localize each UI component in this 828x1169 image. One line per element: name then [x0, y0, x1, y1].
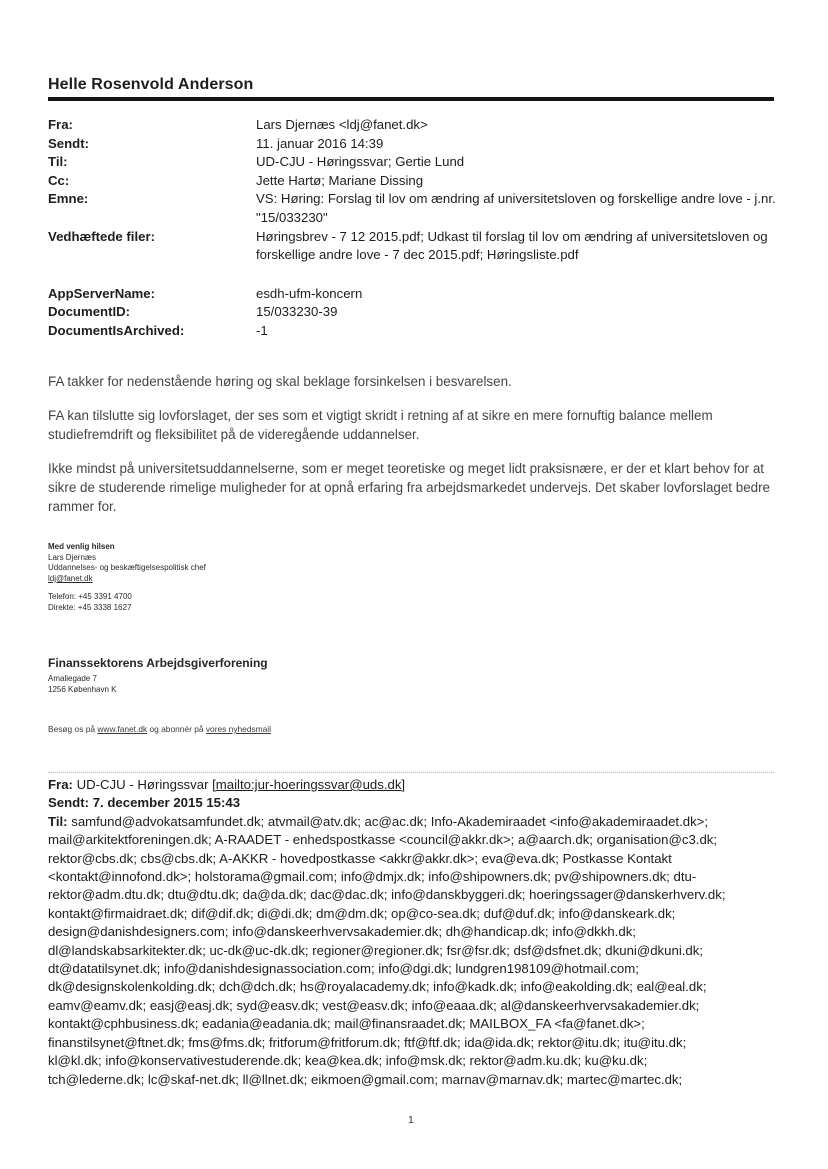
meta-value: -1: [256, 322, 268, 338]
forward-to-list: [48, 813, 778, 1089]
meta-value: 11. januar 2016 14:39: [256, 135, 384, 151]
meta-label: Til:: [48, 154, 68, 170]
recipients-line: kontakt@firmaidraet.dk; dif@dif.dk; di@di.dk; dm@dm.dk; op@co-sea.dk; duf@duf.dk; info@danskeark.dk;: [48, 905, 676, 921]
recipients-line: samfund@advokatsamfundet.dk; atvmail@atv.dk; ac@ac.dk; Info-Akademiraadet <info@akademiraadet.dk>;: [71, 813, 709, 829]
address-street: Amaliegade 7: [48, 674, 97, 683]
forward-sent-value: 7. december 2015 15:43: [92, 795, 241, 811]
meta-value: Jette Hartø; Mariane Dissing: [256, 172, 424, 188]
email-header: [48, 116, 778, 341]
visit-prefix: Besøg os på: [48, 724, 96, 734]
forward-from-label: Fra:: [48, 777, 73, 792]
page-number: 1: [408, 1114, 414, 1126]
meta-value: UD-CJU - Høringssvar; Gertie Lund: [256, 154, 465, 170]
body-paragraph: Ikke mindst på universitetsuddannelserne, som er meget teoretiske og meget lidt praksisnære, er der et klart behov for at sikre de studerende rimelige muligheder for at opnå erfaring fra arbejdsmarkedet undervejs. Det skaber lovforslaget bedre rammer for.: [48, 461, 770, 514]
meta-value: esdh-ufm-koncern: [256, 285, 363, 301]
meta-label: DocumentID:: [48, 304, 131, 320]
meta-row-from: [48, 116, 778, 135]
company-address: [48, 674, 117, 695]
meta-row-subject: [48, 190, 778, 227]
email-body: [48, 372, 778, 531]
meta-row-documentid: [48, 303, 778, 322]
forward-from-value: UD-CJU - Høringssvar: [76, 777, 209, 792]
body-paragraph: FA kan tilslutte sig lovforslaget, der ses som et vigtigt skridt i retning af at sikre en mere fornuftig balance mellem studiefremdrift og fleksibilitet på de videregående uddannelser.: [48, 408, 713, 442]
meta-value: Høringsbrev - 7 12 2015.pdf; Udkast til forslag til lov om ændring af universitetsloven og forskellige andre love - 7 dec 2015.pdf; Høringsliste.pdf: [256, 228, 768, 263]
forward-mailto-link[interactable]: [mailto:jur-hoeringssvar@uds.dk]: [212, 777, 406, 792]
forward-to-label: Til:: [48, 813, 68, 829]
signature-email-link[interactable]: ldj@fanet.dk: [48, 573, 93, 583]
recipients-line: kl@kl.dk; info@konservativestuderende.dk; kea@kea.dk; info@msk.dk; rektor@adm.ku.dk; ku@ku.dk;: [48, 1053, 648, 1069]
newsletter-link[interactable]: vores nyhedsmail: [205, 724, 272, 734]
recipient-name: Helle Rosenvold Anderson: [48, 76, 254, 93]
forward-divider: [48, 772, 774, 773]
website-link[interactable]: www.fanet.dk: [97, 724, 148, 734]
signature-greeting: Med venlig hilsen: [48, 542, 115, 551]
recipients-line: dk@designskolenkolding.dk; dch@dch.dk; hs@royalacademy.dk; info@kadk.dk; info@eakolding.dk; eal@eal.dk;: [48, 979, 707, 995]
meta-value: Lars Djernæs <ldj@fanet.dk>: [256, 117, 428, 132]
company-name: Finanssektorens Arbejdsgiverforening: [48, 656, 268, 670]
signature-name: Lars Djernæs: [48, 552, 97, 562]
meta-value: 15/033230-39: [256, 304, 338, 320]
forward-from-row: [48, 776, 778, 794]
recipients-line: rektor@cbs.dk; cbs@cbs.dk; A-AKKR - hovedpostkasse <akkr@akkr.dk>; eva@eva.dk; Postkasse Kontakt: [48, 850, 672, 866]
header-rule: [48, 97, 774, 101]
forwarded-header: [48, 776, 778, 1089]
meta-row-attachments: [48, 228, 778, 265]
meta-value: VS: Høring: Forslag til lov om ændring af universitetsloven og forskellige andre love - j.nr. "15/033230": [256, 191, 776, 225]
meta-row-cc: [48, 172, 778, 191]
meta-label: Sendt:: [48, 135, 90, 151]
recipients-line: finanstilsynet@ftnet.dk; fms@fms.dk; fritforum@fritforum.dk; ftf@ftf.dk; ida@ida.dk; rektor@itu.dk; itu@itu.dk;: [48, 1034, 687, 1050]
meta-row-to: [48, 153, 778, 172]
recipients-line: kontakt@cphbusiness.dk; eadania@eadania.dk; mail@finansraadet.dk; MAILBOX_FA <fa@fanet.dk>;: [48, 1016, 645, 1032]
meta-label: DocumentIsArchived:: [48, 322, 185, 338]
recipients-line: tch@lederne.dk; lc@skaf-net.dk; ll@llnet.dk; eikmoen@gmail.com; marnav@marnav.dk; martec@martec.dk;: [48, 1071, 683, 1087]
meta-spacer: [48, 265, 778, 285]
meta-label: Vedhæftede filer:: [48, 228, 155, 244]
recipients-line: rektor@adm.dtu.dk; dtu@dtu.dk; da@da.dk; dac@dac.dk; info@danskbyggeri.dk; hoeringssager@danskerhverv.dk;: [48, 887, 726, 903]
visit-line: [48, 724, 271, 734]
forward-sent-label: Sendt:: [48, 795, 90, 811]
meta-label: Fra:: [48, 117, 73, 132]
meta-label: Cc:: [48, 172, 70, 188]
forward-sent-row: [48, 794, 778, 812]
signature-phone: Telefon: +45 3391 4700: [48, 592, 132, 602]
recipients-line: <kontakt@innofond.dk>; holstorama@gmail.com; info@dmjx.dk; info@shipowners.dk; pv@shipowners.dk; dtu-: [48, 869, 697, 885]
signature-title: Uddannelses- og beskæftigelsespolitisk chef: [48, 563, 206, 573]
body-paragraph: FA takker for nedenstående høring og skal beklage forsinkelsen i besvarelsen.: [48, 374, 512, 389]
signature: [48, 542, 448, 614]
recipients-line: design@danishdesigners.com; info@danskeerhvervsakademier.dk; dh@handicap.dk; info@dkkh.dk;: [48, 924, 636, 940]
meta-label: Emne:: [48, 191, 89, 207]
signature-spacer: [48, 584, 448, 592]
meta-label: AppServerName:: [48, 285, 156, 301]
meta-row-appserver: [48, 285, 778, 304]
recipients-line: mail@arkitektforeningen.dk; A-RAADET - enhedspostkasse <council@akkr.dk>; a@aarch.dk; organisation@c3.dk;: [48, 832, 718, 848]
signature-direct-phone: Direkte: +45 3338 1627: [48, 602, 132, 612]
visit-mid: og abonnér på: [149, 724, 204, 734]
recipients-line: dl@landskabsarkitekter.dk; uc-dk@uc-dk.dk; regioner@regioner.dk; fsr@fsr.dk; dsf@dsfnet.dk; dkuni@dkuni.dk;: [48, 942, 704, 958]
meta-row-archived: [48, 322, 778, 341]
recipients-line: eamv@eamv.dk; easj@easj.dk; syd@easv.dk; vest@easv.dk; info@eaaa.dk; al@danskeerhvervsakademier.dk;: [48, 997, 700, 1013]
meta-row-sent: [48, 135, 778, 154]
recipients-line: dt@datatilsynet.dk; info@danishdesignassociation.com; info@dgi.dk; lundgren198109@hotmail.com;: [48, 961, 639, 977]
address-city: 1256 København K: [48, 684, 117, 694]
